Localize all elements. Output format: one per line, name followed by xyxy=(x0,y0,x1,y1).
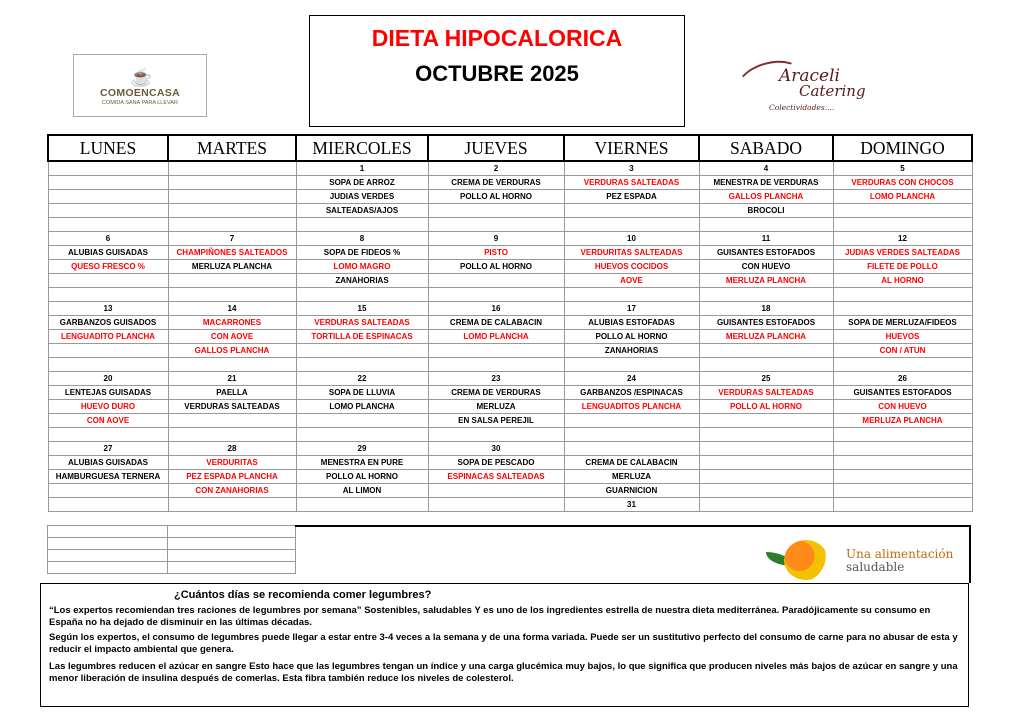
day-number: 10 xyxy=(564,232,699,246)
day-number: 22 xyxy=(296,372,428,386)
menu-cell: ZANAHORIAS xyxy=(296,274,428,288)
menu-cell: MERLUZA PLANCHA xyxy=(699,330,833,344)
menu-cell: CREMA DE VERDURAS xyxy=(428,176,564,190)
menu-cell xyxy=(699,498,833,512)
menu-cell: JUDIAS VERDES SALTEADAS xyxy=(833,246,972,260)
menu-cell: MERLUZA xyxy=(564,470,699,484)
menu-cell: LENGUADITO PLANCHA xyxy=(48,330,168,344)
menu-row xyxy=(48,288,972,302)
logo-left-name: COMOENCASA xyxy=(99,87,180,99)
day-number: 27 xyxy=(48,442,168,456)
info-paragraph-1: “Los expertos recomiendan tres raciones de legumbres por semana” Sostenibles, saludables Y es uno de los ingredientes estrella de nuestra dieta mediterránea. Paradójicamente su consumo en España no ha dejado de disminuir en las últimas décadas. xyxy=(49,605,931,629)
menu-row xyxy=(48,414,972,428)
title-box xyxy=(309,15,685,127)
day-number: 28 xyxy=(168,442,296,456)
araceli-catering-logo xyxy=(735,58,910,120)
day-header-viernes: VIERNES xyxy=(564,135,699,161)
menu-cell: PEZ ESPADA PLANCHA xyxy=(168,470,296,484)
info-paragraph-2: Según los expertos, el consumo de legumbres puede llegar a estar entre 3-4 veces a la semana y de una forma variada. Puede ser un sustitutivo perfecto del consumo de carne para no abusar de esta y reducir el impacto ambiental que genera. xyxy=(49,632,958,656)
day-number: 20 xyxy=(48,372,168,386)
menu-cell xyxy=(296,288,428,302)
menu-cell xyxy=(699,456,833,470)
menu-cell: QUESO FRESCO % xyxy=(48,260,168,274)
day-number: 4 xyxy=(699,161,833,176)
menu-cell xyxy=(699,414,833,428)
menu-cell: CHAMPIÑONES SALTEADOS xyxy=(168,246,296,260)
menu-cell xyxy=(296,358,428,372)
menu-cell: CON AOVE xyxy=(168,330,296,344)
menu-cell xyxy=(428,498,564,512)
cup-icon: ☕ xyxy=(130,67,153,87)
menu-cell: SALTEADAS/AJOS xyxy=(296,204,428,218)
menu-cell xyxy=(564,204,699,218)
week-number-row xyxy=(48,232,972,246)
menu-cell xyxy=(48,484,168,498)
menu-row xyxy=(48,218,972,232)
day-number: 25 xyxy=(699,372,833,386)
menu-cell xyxy=(428,204,564,218)
menu-cell xyxy=(296,498,428,512)
menu-cell xyxy=(833,498,972,512)
day-number: 18 xyxy=(699,302,833,316)
blank-cell xyxy=(168,526,296,538)
week-number-row xyxy=(48,442,972,456)
menu-cell xyxy=(48,358,168,372)
menu-row xyxy=(48,176,972,190)
menu-cell: HUEVO DURO xyxy=(48,400,168,414)
menu-cell xyxy=(296,428,428,442)
day-number: 16 xyxy=(428,302,564,316)
menu-cell: LOMO PLANCHA xyxy=(296,400,428,414)
menu-cell xyxy=(168,204,296,218)
day-number: 14 xyxy=(168,302,296,316)
menu-cell xyxy=(428,218,564,232)
day-number: 8 xyxy=(296,232,428,246)
menu-cell: VERDURAS SALTEADAS xyxy=(296,316,428,330)
menu-row xyxy=(48,260,972,274)
menu-row xyxy=(48,484,972,498)
week-number-row xyxy=(48,161,972,176)
menu-cell: POLLO AL HORNO xyxy=(428,190,564,204)
menu-cell xyxy=(168,176,296,190)
menu-row xyxy=(48,358,972,372)
banner-line2: saludable xyxy=(846,560,905,574)
menu-cell xyxy=(48,218,168,232)
menu-cell xyxy=(833,428,972,442)
day-number: 3 xyxy=(564,161,699,176)
menu-cell xyxy=(833,358,972,372)
menu-cell xyxy=(564,414,699,428)
day-number xyxy=(168,161,296,176)
menu-cell: MERLUZA PLANCHA xyxy=(699,274,833,288)
menu-cell: GARBANZOS /ESPINACAS xyxy=(564,386,699,400)
menu-cell: LENTEJAS GUISADAS xyxy=(48,386,168,400)
day-number: 6 xyxy=(48,232,168,246)
menu-cell xyxy=(833,204,972,218)
menu-cell xyxy=(428,288,564,302)
day-header-sabado: SABADO xyxy=(699,135,833,161)
menu-cell: PAELLA xyxy=(168,386,296,400)
menu-row xyxy=(48,386,972,400)
menu-cell: MACARRONES xyxy=(168,316,296,330)
menu-cell xyxy=(699,470,833,484)
day-number xyxy=(564,442,699,456)
blank-cell xyxy=(168,538,296,550)
week-number-row xyxy=(48,302,972,316)
blank-rows xyxy=(47,525,295,574)
blank-cell xyxy=(168,550,296,562)
menu-cell: CON HUEVO xyxy=(699,260,833,274)
menu-cell: MENESTRA EN PURE xyxy=(296,456,428,470)
menu-cell: LOMO PLANCHA xyxy=(833,190,972,204)
menu-cell xyxy=(48,288,168,302)
menu-cell xyxy=(833,456,972,470)
comoencasa-logo xyxy=(73,54,207,117)
day-number: 12 xyxy=(833,232,972,246)
menu-row xyxy=(48,456,972,470)
menu-cell xyxy=(48,498,168,512)
menu-cell xyxy=(699,358,833,372)
menu-cell: VERDURAS SALTEADAS xyxy=(168,400,296,414)
menu-cell xyxy=(428,428,564,442)
day-number: 1 xyxy=(296,161,428,176)
menu-cell xyxy=(168,358,296,372)
blank-cell xyxy=(48,562,168,574)
menu-row xyxy=(48,344,972,358)
menu-cell: HUEVOS xyxy=(833,330,972,344)
menu-cell: HUEVOS COCIDOS xyxy=(564,260,699,274)
blank-cell xyxy=(48,538,168,550)
info-box xyxy=(40,583,969,707)
menu-row xyxy=(48,400,972,414)
menu-cell xyxy=(428,274,564,288)
menu-cell xyxy=(168,498,296,512)
menu-row xyxy=(48,316,972,330)
menu-cell xyxy=(564,288,699,302)
menu-cell xyxy=(168,190,296,204)
day-number: 17 xyxy=(564,302,699,316)
day-number: 15 xyxy=(296,302,428,316)
menu-cell: MERLUZA PLANCHA xyxy=(168,260,296,274)
menu-cell xyxy=(168,288,296,302)
menu-cell: LOMO PLANCHA xyxy=(428,330,564,344)
menu-cell: SOPA DE FIDEOS % xyxy=(296,246,428,260)
day-number: 23 xyxy=(428,372,564,386)
menu-cell: SOPA DE LLUVIA xyxy=(296,386,428,400)
menu-cell xyxy=(564,428,699,442)
menu-cell: ALUBIAS ESTOFADAS xyxy=(564,316,699,330)
menu-cell xyxy=(168,428,296,442)
day-number: 11 xyxy=(699,232,833,246)
page-title: DIETA HIPOCALORICA xyxy=(371,25,623,51)
day-number: 9 xyxy=(428,232,564,246)
logo-right-line1: Araceli xyxy=(779,66,840,86)
blank-cell xyxy=(48,550,168,562)
menu-row xyxy=(48,428,972,442)
info-paragraph-3: Las legumbres reducen el azúcar en sangre Esto hace que las legumbres tengan un índice y una carga glucémica muy bajos, lo que significa que producen niveles más bajos de azúcar en sangre y una menor liberación de insulina después de comerlas. Esta fibra también reduce los niveles de colesterol. xyxy=(49,661,958,685)
menu-cell xyxy=(699,344,833,358)
blank-cell xyxy=(168,562,296,574)
menu-cell xyxy=(428,484,564,498)
menu-row xyxy=(48,204,972,218)
menu-cell xyxy=(699,288,833,302)
menu-row xyxy=(48,190,972,204)
menu-cell: GUARNICION xyxy=(564,484,699,498)
menu-cell: AL HORNO xyxy=(833,274,972,288)
menu-cell: TORTILLA DE ESPINACAS xyxy=(296,330,428,344)
day-number xyxy=(833,302,972,316)
menu-cell: VERDURAS SALTEADAS xyxy=(564,176,699,190)
menu-cell: FILETE DE POLLO xyxy=(833,260,972,274)
menu-cell xyxy=(699,428,833,442)
menu-cell xyxy=(48,190,168,204)
menu-cell xyxy=(168,274,296,288)
menu-cell: EN SALSA PEREJIL xyxy=(428,414,564,428)
menu-cell: JUDIAS VERDES xyxy=(296,190,428,204)
menu-cell: MENESTRA DE VERDURAS xyxy=(699,176,833,190)
menu-cell: PISTO xyxy=(428,246,564,260)
logo-right-line2: Catering xyxy=(799,82,866,100)
menu-cell: BROCOLI xyxy=(699,204,833,218)
day-number xyxy=(699,442,833,456)
menu-cell: VERDURAS SALTEADAS xyxy=(699,386,833,400)
menu-cell: VERDURITAS xyxy=(168,456,296,470)
menu-cell: GUISANTES ESTOFADOS xyxy=(699,246,833,260)
menu-cell: CREMA DE CALABACIN xyxy=(564,456,699,470)
menu-cell: POLLO AL HORNO xyxy=(296,470,428,484)
menu-cell: POLLO AL HORNO xyxy=(699,400,833,414)
menu-cell: VERDURITAS SALTEADAS xyxy=(564,246,699,260)
menu-cell: MERLUZA xyxy=(428,400,564,414)
menu-cell: GALLOS PLANCHA xyxy=(699,190,833,204)
menu-cell xyxy=(564,358,699,372)
divider xyxy=(969,525,971,583)
logo-right-line3: Colectividades.... xyxy=(769,103,835,112)
week-number-row xyxy=(48,372,972,386)
banner-line1: Una alimentación xyxy=(846,547,954,561)
menu-cell: CON AOVE xyxy=(48,414,168,428)
menu-cell: 31 xyxy=(564,498,699,512)
menu-cell xyxy=(48,176,168,190)
menu-cell: GALLOS PLANCHA xyxy=(168,344,296,358)
day-number: 7 xyxy=(168,232,296,246)
day-header-lunes: LUNES xyxy=(48,135,168,161)
menu-cell xyxy=(833,288,972,302)
menu-cell xyxy=(833,484,972,498)
menu-row xyxy=(48,470,972,484)
menu-cell xyxy=(48,274,168,288)
day-number: 30 xyxy=(428,442,564,456)
menu-cell: ZANAHORIAS xyxy=(564,344,699,358)
day-number xyxy=(833,442,972,456)
menu-cell: ESPINACAS SALTEADAS xyxy=(428,470,564,484)
menu-cell: GUISANTES ESTOFADOS xyxy=(699,316,833,330)
day-number: 2 xyxy=(428,161,564,176)
menu-cell: CON / ATUN xyxy=(833,344,972,358)
day-header-martes: MARTES xyxy=(168,135,296,161)
day-header-miercoles: MIERCOLES xyxy=(296,135,428,161)
menu-row xyxy=(48,274,972,288)
day-header-domingo: DOMINGO xyxy=(833,135,972,161)
logo-left-tagline: COMIDA SANA PARA LLEVAR xyxy=(102,100,178,106)
blank-cell xyxy=(48,526,168,538)
day-number: 5 xyxy=(833,161,972,176)
menu-cell: SOPA DE PESCADO xyxy=(428,456,564,470)
menu-cell: AL LIMON xyxy=(296,484,428,498)
menu-cell xyxy=(168,414,296,428)
menu-cell xyxy=(48,344,168,358)
menu-row xyxy=(48,330,972,344)
menu-cell: MERLUZA PLANCHA xyxy=(833,414,972,428)
menu-cell: ALUBIAS GUISADAS xyxy=(48,456,168,470)
menu-cell xyxy=(296,218,428,232)
menu-cell: POLLO AL HORNO xyxy=(428,260,564,274)
menu-cell: POLLO AL HORNO xyxy=(564,330,699,344)
menu-cell: CON HUEVO xyxy=(833,400,972,414)
page-subtitle: OCTUBRE 2025 xyxy=(415,61,579,86)
menu-cell xyxy=(699,484,833,498)
fruit-icon xyxy=(784,540,828,580)
menu-cell xyxy=(833,470,972,484)
day-header-jueves: JUEVES xyxy=(428,135,564,161)
divider xyxy=(295,525,971,527)
day-number: 26 xyxy=(833,372,972,386)
menu-cell: ALUBIAS GUISADAS xyxy=(48,246,168,260)
menu-cell: CON ZANAHORIAS xyxy=(168,484,296,498)
menu-cell: GARBANZOS GUISADOS xyxy=(48,316,168,330)
menu-cell: AOVE xyxy=(564,274,699,288)
menu-cell xyxy=(48,204,168,218)
menu-cell xyxy=(168,218,296,232)
menu-cell: CREMA DE VERDURAS xyxy=(428,386,564,400)
menu-cell xyxy=(48,428,168,442)
menu-cell xyxy=(428,358,564,372)
menu-cell: PEZ ESPADA xyxy=(564,190,699,204)
menu-cell xyxy=(296,414,428,428)
day-number: 13 xyxy=(48,302,168,316)
menu-cell xyxy=(296,344,428,358)
menu-cell: LOMO MAGRO xyxy=(296,260,428,274)
menu-cell xyxy=(564,218,699,232)
day-number: 21 xyxy=(168,372,296,386)
menu-calendar xyxy=(47,134,971,529)
day-number xyxy=(48,161,168,176)
menu-row xyxy=(48,246,972,260)
info-question: ¿Cuántos días se recomienda comer legumbres? xyxy=(174,589,432,601)
day-number: 29 xyxy=(296,442,428,456)
menu-cell: LENGUADITOS PLANCHA xyxy=(564,400,699,414)
menu-row xyxy=(48,498,972,512)
menu-cell: GUISANTES ESTOFADOS xyxy=(833,386,972,400)
menu-cell: SOPA DE MERLUZA/FIDEOS xyxy=(833,316,972,330)
menu-cell xyxy=(833,218,972,232)
healthy-food-banner xyxy=(756,538,966,584)
menu-cell: HAMBURGUESA TERNERA xyxy=(48,470,168,484)
menu-cell: CREMA DE CALABACIN xyxy=(428,316,564,330)
menu-cell: SOPA DE ARROZ xyxy=(296,176,428,190)
day-number: 24 xyxy=(564,372,699,386)
menu-cell: VERDURAS CON CHOCOS xyxy=(833,176,972,190)
menu-cell xyxy=(428,344,564,358)
menu-cell xyxy=(699,218,833,232)
